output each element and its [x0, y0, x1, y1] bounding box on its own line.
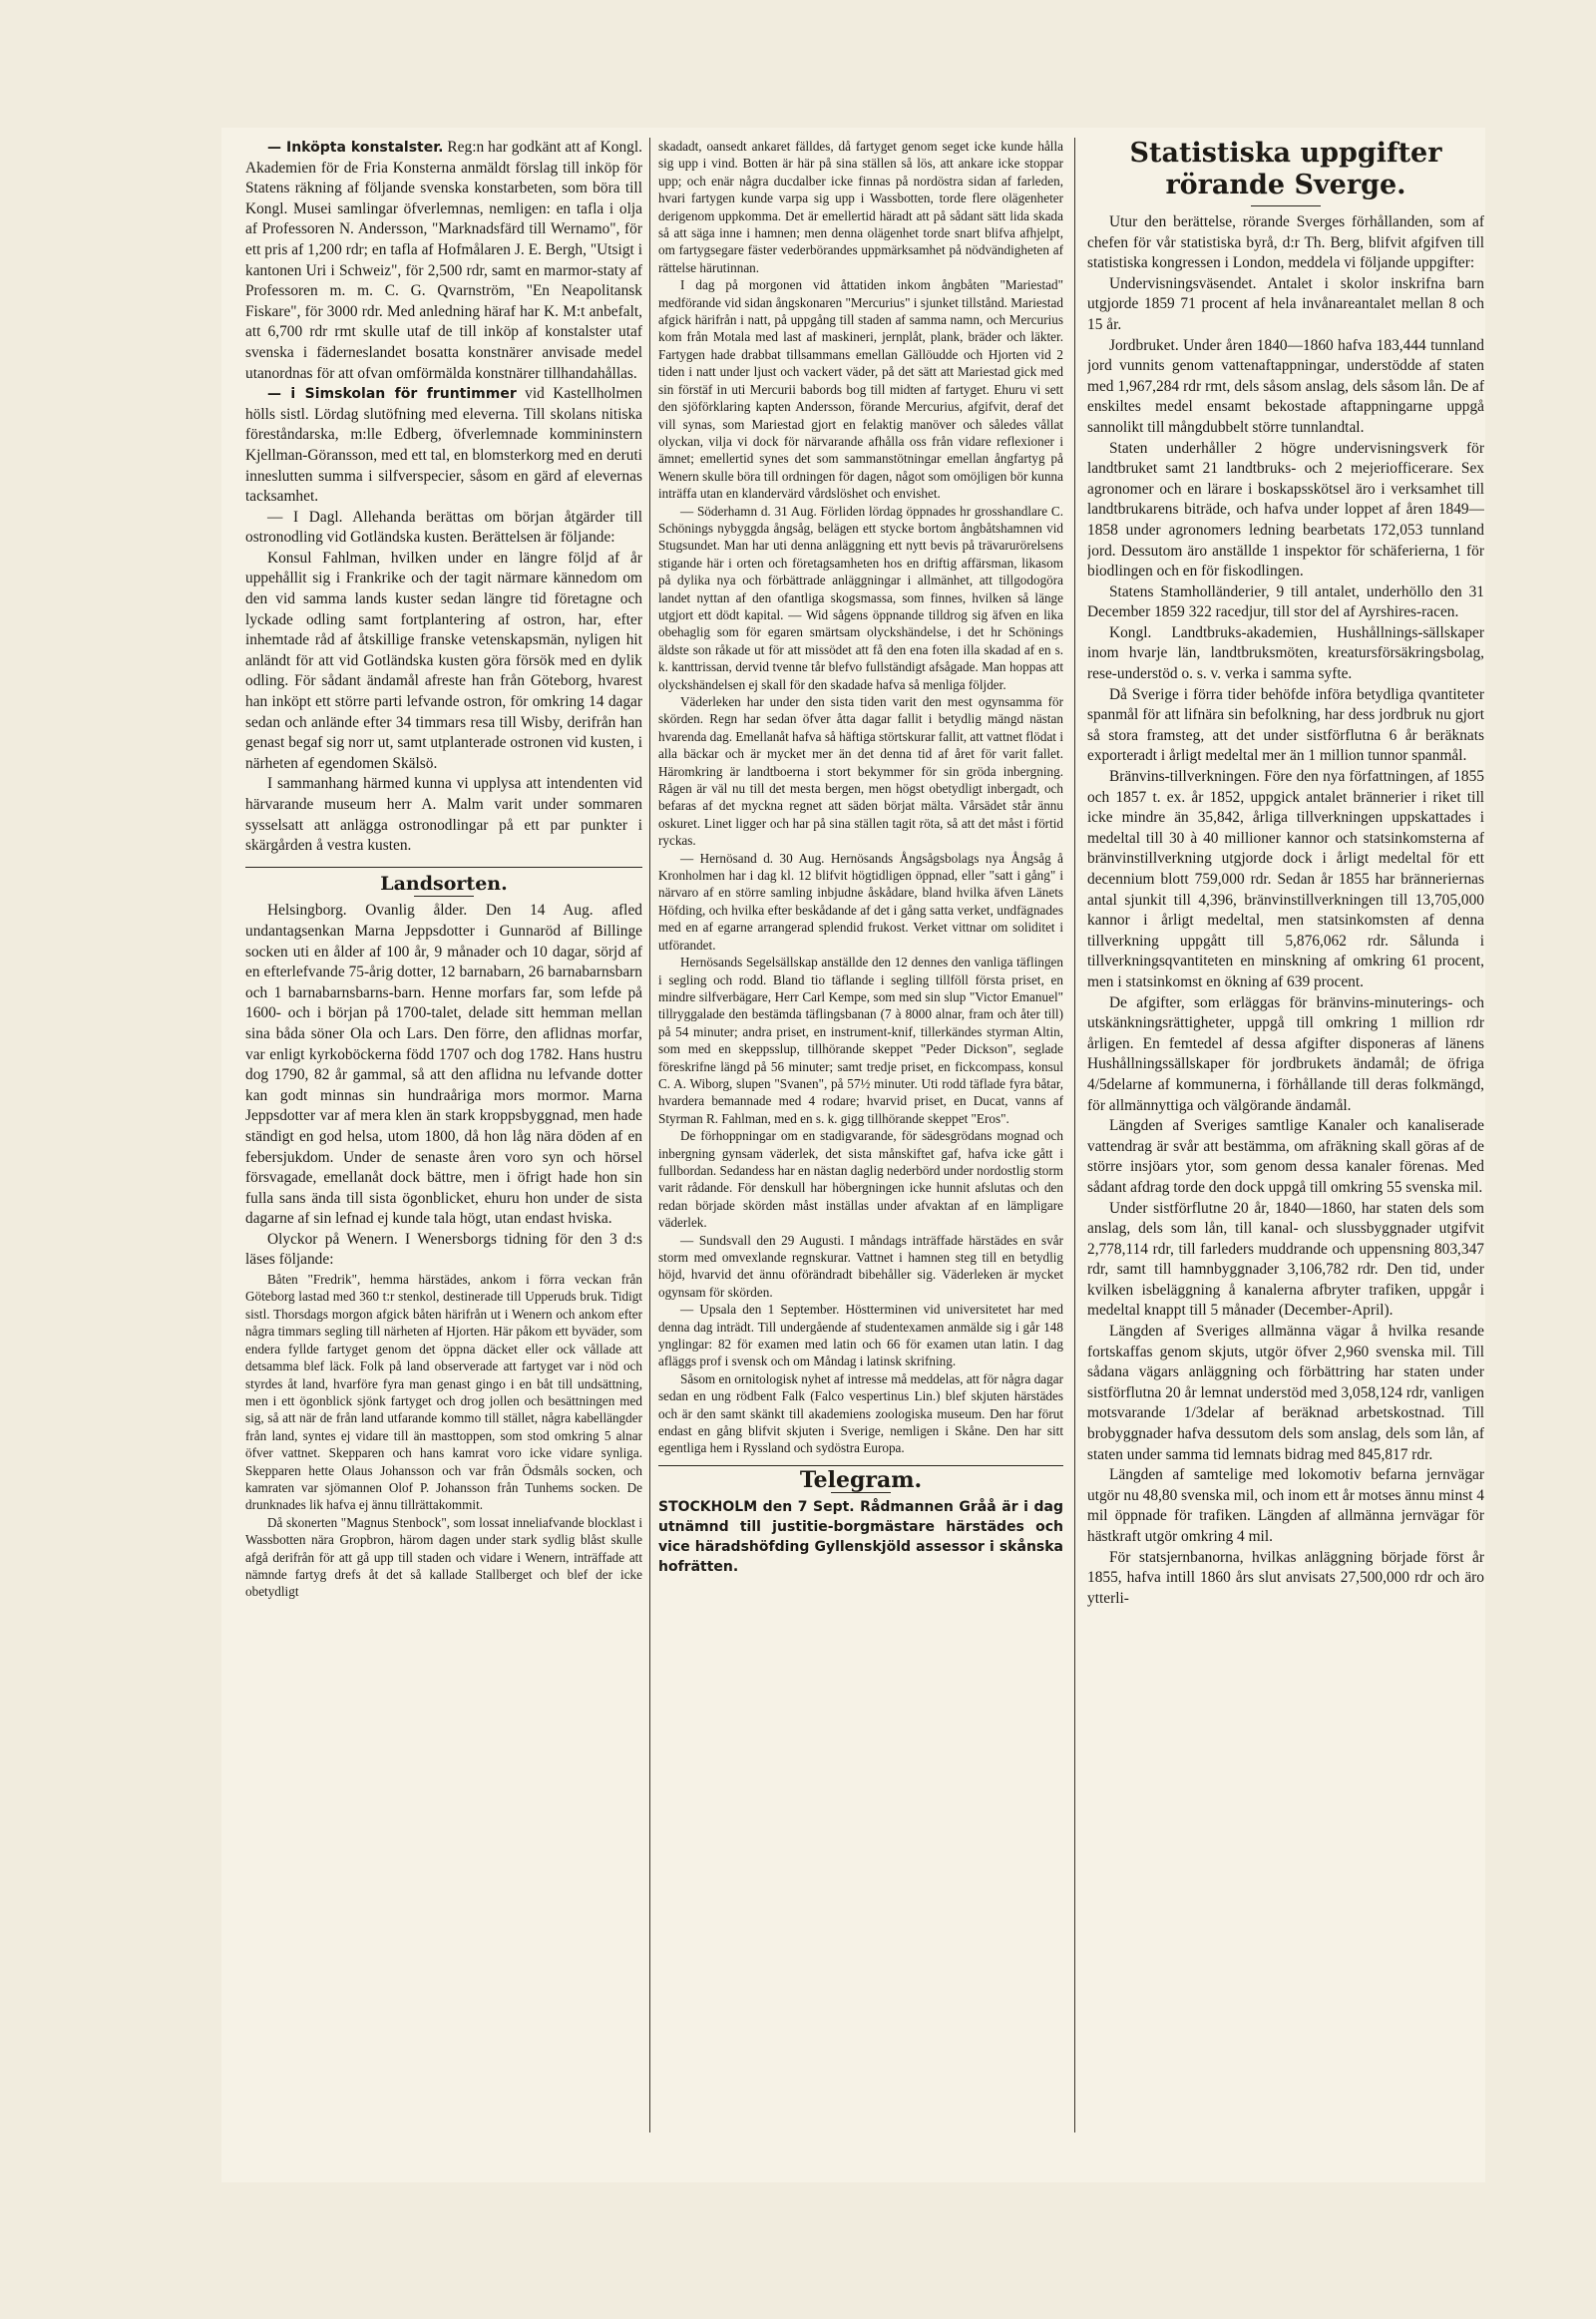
article-statistik-intro: Utur den berättelse, rörande Sverges förhållanden, som af chefen för vår statistiska byrå, d:r Th. Berg, blifvit afgifven till statistiska kongressen i London, meddela vi följande uppgifter: [1087, 213, 1484, 272]
article-landtbruksakademien: Kongl. Landtbruks-akademien, Hushållnings-sällskaper inom hvarje län, landtbruksmöten, kreatursförsäkringsbolag, rese-understöd o. s. v. verka i samma syfte. [1087, 623, 1484, 683]
article-baten-fredrik: Båten "Fredrik", hemma härstädes, ankom i förra veckan från Göteborg lastad med 360 t:r stenkol, destinerade till Upperuds bruk. Tidigt sistl. Thorsdags morgon afgick båten härifrån ut i Wenern och ankom efter några timmars segling till närheten af Hjorten. Här påkom ett byväder, som endera fyllde fartyget genom det öppna däcket eller ock vållade att detsamma blef läck. Folk på land observerade att fartyget var i nöd och styrdes åt land, hvarföre fyra man genast gingo i en båt till undsättning, men i ett ögonblick sjönk fartyget och drog jollen och besättningen med sig, så att när de från land utfarande kommo till stället, några kabellängder från land, syntes ej vidare till än masttoppen, som stod omkring 5 alnar öfver vattnet. Skepparen och hans kamrat voro icke vidare synliga. Skepparen hette Olaus Johansson och var från Ödsmåls socken, och kamraten var sjömannen Olof P. Johansson från Tunhems socken. De drunknades lik hafva ej ännu tillrättakommit. [245, 1272, 642, 1513]
column-3 [1087, 138, 1484, 2172]
article-soderhamn: — Söderhamn d. 31 Aug. Förliden lördag öppnades hr grosshandlare C. Schönings nybyggda ångsåg, belägen ett stycke bortom ångbåtshamnen vid Stugsundet. Man har uti denna anläggning ett nytt bevis på trävarurörelsens stigande här i orten och företagsamheten hos en driftig affärsman, likasom på dylika nya och förbättrade anläggningar i allmänhet, att tillgodogöra landet nyttan af den ofantliga skogsmassa, som finnes, hvilken så länge utgjort ett dödt kapital. — Wid sågens öppnande tilldrog sig äfven en lika obehaglig som för egaren smärtsam olyckshändelse, i det hr Schönings äldste son råkade ut för att missödet att få den ena foten illa skadad af en s. k. kanttrissan, dervid tvenne tår blefvo fullständigt afsågade. Man hoppas att olyckshändelsen ej skall för den skadade hafva så menliga följder. [658, 503, 1063, 692]
article-hernosand: — Hernösand d. 30 Aug. Hernösands Ångsågsbolags nya Ångsåg å Kronholmen har i dag kl. 12 blifvit högtidligen öppnad, eller "satt i gång" i närvaro af en större samling inbjudne åskådare, bland hvilka äfven Länets Höfding, och hvilka efter beskådande af det i gång satta verket, undfägnades med en af egarne arrangerad splendid frukost. Verket vittnar om soliditet i utförandet. [658, 850, 1063, 953]
section-heading-telegram: Telegram. [799, 1466, 923, 1493]
article-ostronodling-malm: I sammanhang härmed kunna vi upplysa att intendenten vid härvarande museum herr A. Malm varit under sommaren sysselsatt att anlägga ostronodlingar på ett par punkter i skärgården å vestra kusten. [245, 775, 642, 855]
article-jernvagar: Längden af samtelige med lokomotiv befarna jernvägar utgör nu 48,80 svenska mil, och inom ett år motses ännu minst 4 mil öppnade för trafiken. Längden af allmänna jernvägar för hästkraft utgör omkring 4 mil. [1087, 1466, 1484, 1545]
article-stamhollanderier: Statens Stamholländerier, 9 till antalet, underhöllo den 31 December 1859 322 racedjur, till stor del af Ayrshires-racen. [1087, 582, 1484, 621]
article-segelsallskap: Hernösands Segelsällskap anställde den 12 dennes den vanliga täflingen i segling och rodd. Bland tio täflande i segling tillföll första priset, en mindre silfverbägare, Herr Carl Kempe, som med sin slup "Victor Emanuel" tillryggalade den bestämda täflingsbanan (7 à 8000 alnar, fram och åter till) på 54 minuter; andra priset, en instrument-knif, tillerkändes styrman Altin, som med en skeppsslup, tillhörande skeppet "Peder Dickson", seglade föreskrifne längd på 56 minuter; samt tredje priset, en fickcompass, konsul C. A. Wiborg, slupen "Svanen", på 57½ minuter. Uti rodd täflade fyra båtar, hvardera bemannade med 4 rodare; hvarvid priset, en Ducat, vanns af Styrman R. Fahlman, med en s. k. gigg tillhörande skeppet "Eros". [658, 955, 1063, 1126]
section-heading-landsorten: Landsorten. [380, 872, 508, 895]
article-title-statistiska: Statistiska uppgifter rörande Sverge. [1129, 138, 1442, 200]
article-statsjernbanor: För statsjernbanorna, hvilkas anläggning började först år 1855, hafva intill 1860 års slut anvisats 27,500,000 rdr och äro ytterli- [1087, 1548, 1484, 1607]
article-ostronodling-intro: — I Dagl. Allehanda berättas om början åtgärder till ostronodling vid Gotländska kusten. Berättelsen är följande: [245, 508, 642, 547]
article-ornitologisk: Såsom en ornitologisk nyhet af intresse må meddelas, att för några dagar sedan en ung rödbent Falk (Falco vespertinus Lin.) blef skjuten härstädes och är den samt skänkt till akademiens zoologiska museum. Den har förut endast en gång blifvit skjuten i Sverige, nemligen i Skåne. Den har sitt egentliga hem i Ryssland och sydöstra Europa. [658, 1370, 1063, 1456]
article-inkopta-konstalster: — Inköpta konstalster. Reg:n har godkänt att af Kongl. Akademien för de Fria Konsterna anmäldt förslag till inköp för Statens räkning af följande svenska konstarbeten, som böra till Kongl. Musei samlingar öfverlemnas, nemligen: en tafla i olja af Professoren N. Andersson, "Marknadsfärd till Wernamo", för ett pris af 1,200 rdr; en tafla af Hofmålaren J. E. Bergh, "Utsigt i kantonen Uri i Schweiz", för 2,500 rdr, samt en marmor-staty af Professoren m. m. C. G. Qvarnström, "En Neapolitansk Fiskare", för 3000 rdr. Med anledning häraf har K. M:t anbefalt, att 6,700 rdr rmt skulle utaf de till inköp af konstalster utaf svenska i fäderneslandet bosatta konstnärer anvisade medel utanordnas för att ofvan omförmälda konstnärer tillhandahållas. [245, 139, 642, 382]
article-undervisningsverk: Staten underhåller 2 högre undervisningsverk för landtbruket samt 21 landtbruks- och 2 mejeriofficerare. Sex agronomer och en lärare i boskapsskötsel äro i verksamhet till landtbrukarens biträde, och hafva under loppet af åren 1849—1858 under agronomers ledning bearbetats 172,053 tunnland jord. Dessutom äro anställde 1 inspektor för schäferierna, 1 för biodlingen och en för fiskodlingen. [1087, 439, 1484, 580]
column-1 [245, 138, 642, 2172]
section-rule [831, 1492, 891, 1493]
column-2 [658, 138, 1063, 1983]
article-forhoppningar: De förhoppningar om en stadigvarande, för sädesgrödans mognad och inbergning gynsam väderlek, det sista månskiftet gaf, hafva icke gått i fullbordan. Sedandess har en nästan daglig nederbörd under nordostlig storm varit rådande. För denskull har höbergningen icke hunnit afslutas och den redan började skörden måst inställas under afvaktan af en lämpligare väderlek. [658, 1128, 1063, 1231]
article-ostronodling-body: Konsul Fahlman, hvilken under en längre följd af år uppehållit sig i Frankrike och der tagit närmare kännedom om den vid samma lands kuster sedan längre tid företagne och lyckade odling samt fortplantering af ostron, har, efter inhemtade råd af åtskillige franske vetenskapsmän, nyligen hit anländt för att vid Gotländska kusten göra försök med en dylik odling. För sådant ändamål afreste han från Göteborg, hvarest han inköpt ett större parti lefvande ostron, för omkring 14 dagar sedan och anlände efter 34 timmars resa till Wisby, derifrån han genast begaf sig norr ut, samt utplanterade ostronen vid kusten, i närheten af egendomen Skälsö. [245, 549, 642, 772]
column-rule-left [649, 138, 650, 2132]
article-mariestad-mercurius: I dag på morgonen vid åttatiden inkom ångbåten "Mariestad" medförande vid sidan ångskonaren "Mercurius" i sjunket tillstånd. Mariestad afgick härifrån i natt, på uppgång till staden af samma namn, och Mercurius kom från Motala med last af maskineri, jernplåt, plank, bräder och läkter. Fartygen hade drabbat tillsammans emellan Gällöudde och Hjorten vid 2 tiden i natt under ljust och vackert väder, på det sätt att Mariestad gick med sin förstäf in uti Mercurii babords bog till midten af fartyget. Ehuru vi sett den sjöförklaring kapten Andersson, förande Mercurius, afgifvit, deraf det vill synas, som Mariestad gjort en felaktig manöver och således vållat olyckan, vilja vi dock för närvarande afhålla oss från vidare reflexioner i ämnet; emellertid synes det som sammanstötningar emellan ångfartyg på Wenern skulle böra till ordningen för dagen, något som omöjligen bör kunna inträffa utan en klandervärd vårdslöshet och envishet. [658, 277, 1063, 502]
article-spanmal: Då Sverige i förra tider behöfde införa betydliga qvantiteter spanmål för att lifnära sin befolkning, har dess jordbruk nu gjort så stora framsteg, att det under sistförflutna 6 år beräknats exporteradt i årligt medeltal mer än 1 million tunnor spanmål. [1087, 685, 1484, 765]
article-branvins-tillverkningen: Bränvins-tillverkningen. Före den nya författningen, af 1855 och 1857 t. ex. år 1852, uppgick antalet brännerier i riket till icke mindre än 35,842, årliga tillverkningen uppskattades i medeltal till 30 à 40 millioner kannor och statsinkomsterna af bränvinstillverkning utgjorde dock i årligt medeltal för ett decennium blott 759,000 rdr. Sedan år 1855 har bränneriernas antal sjunkit till 4,396, bränvinstillverkningen till 13,705,000 kannor i årligt medeltal, men statsinkomsten af denna tillverkning uppgått till 5,876,062 rdr. Sålunda i tillverkningsqvantiteten en minskning af omkring 61 procent, men i statsinkomst en ökning af 639 procent. [1087, 768, 1484, 990]
section-rule [1251, 205, 1321, 206]
section-rule [245, 867, 642, 868]
article-kanal-utgifter: Under sistförflutne 20 år, 1840—1860, har staten dels som anslag, dels som lån, till kanal- och slussbyggnader utgifvit 2,778,114 rdr, till farleders muddrande och uppensning 803,347 rdr, samt till hamnbyggnader 3,106,782 rdr. Den tid, under kvilken isbeläggning å kanalerna afbryter trafiken, uppgår i medeltal knappt till 5 månader (December-April). [1087, 1199, 1484, 1320]
article-continued-stallberget: skadadt, oansedt ankaret fälldes, då fartyget genom seget icke kunde hålla sig upp i vind. Botten är här på sina ställen så lös, att ankare icke stoppar upp; och enär några ducdalber icke finnas på nordöstra sidan af farleden, hvari fartygen kunde varpa sig upp i Wassbotten, torde flere olägenheter derigenom uppkomma. Det är emellertid häradt att på sådant sätt lida skada så att säga inne i hamnen; men denna olägenhet torde snart blifva afhjelpt, om fartygsegare fäster vederbörandes uppmärksamhet på nödvändigheten af rättelse härutinnan. [658, 139, 1063, 275]
article-sundsvall: — Sundsvall den 29 Augusti. I måndags inträffade härstädes en svår storm med omvexlande regnskurar. Vattnet i hamnen steg till en betydlig höjd, hvarvid det ännu oförändradt bibehåller sig. Väderleken är mycket ogynsam för skörden. [658, 1232, 1063, 1300]
column-rule-right [1074, 138, 1075, 2132]
section-rule [414, 896, 474, 897]
article-simskolan: — i Simskolan för fruntimmer vid Kastellholmen hölls sistl. Lördag slutöfning med eleverna. Till skolans nitiska föreståndarska, m:lle Edberg, öfverlemnade kommininstern Kjellman-Göransson, med ett tal, en blomsterkorg med en deruti inneslutten summa i silfverspecier, såsom en gärd af elevernas tacksamhet. [245, 385, 642, 506]
article-magnus-stenbock: Då skonerten "Magnus Stenbock", som lossat inneliafvande blocklast i Wassbotten nära Gropbron, härom dagen under stark sydlig blåst skulle afgå derifrån för att gå upp till staden och vidare i Wenern, inträffade att nämnde fartyg drefs åt det så kallade Stallberget och blef der icke obetydligt [245, 1514, 642, 1600]
article-afgifter: De afgifter, som erläggas för bränvins-minuterings- och utskänkningsrättigheter, uppgå till omkring 1 million rdr årligen. En femtedel af dessa afgifter disponeras af länens Hushållningssällskaper för jordbrukets ändamål; de öfriga 4/5delarne af kommunerna, i förhållande till deras folkmängd, för allmännyttiga och välgörande ändamål. [1087, 993, 1484, 1114]
article-undervisning: Undervisningsväsendet. Antalet i skolor inskrifna barn utgjorde 1859 71 procent af hela invånareantalet mellan 8 och 15 år. [1087, 274, 1484, 333]
article-helsingborg: Helsingborg. Ovanlig ålder. Den 14 Aug. afled undantagsenkan Marna Jeppsdotter i Gunnaröd af Billinge socken uti en ålder af 100 år, 9 månader och 10 dagar, sörjd af en efterlefvande 75-årig dotter, 12 barnabarn, 26 barnabarnsbarn och 1 barnabarnsbarns-barn. Henne morfars far, som lefde på 1600- och i början på 1700-talet, delade sitt hemman mellan sina båda söner Ola och Lars. Den förre, den aflidnas morfar, var enligt kyrkoböckerna född 1707 och dog 1782. Hans hustru dog 1790, 82 år gammal, så att den aflidna nu lefvande dotter kan godt minnas sin hundraåriga mors mormor. Marna Jeppsdotter var af mera klen än stark kroppsbyggnad, men hade ständigt en god helsa, utom 1800, då hon låg nära döden af en febersjukdom. Under de senaste åren voro syn och hörsel försvagade, emellanåt dock bättre, men i öfrigt hade hon sin fulla sans ända till sista ögonblicket, ehuru hon under de sista dagarne af sin lefnad ej kunde tala högt, utan endast hviska. [245, 902, 642, 1228]
article-upsala: — Upsala den 1 September. Höstterminen vid universitetet har med denna dag inträdt. Till undergående af studentexamen anmälde sig i går 148 ynglingar: 82 för examen med latin och 66 för examen utan latin. I dag afläggs prof i svensk och om Måndag i latinsk skrifning. [658, 1302, 1063, 1369]
article-kanaler: Längden af Sveriges samtlige Kanaler och kanaliserade vattendrag är svår att bestämma, om afräkning skall göras af de större insjöars ytor, som genom dessa kanaler förenas. Med sådant afdrag torde den dock uppgå till omkring 55 svenska mil. [1087, 1117, 1484, 1196]
article-telegram-stockholm: STOCKHOLM den 7 Sept. Rådmannen Gråå är i dag utnämnd till justitie-borgmästare härstädes och vice häradshöfding Gyllenskjöld assessor i skånska hofrätten. [658, 1499, 1063, 1576]
section-rule [658, 1465, 1063, 1466]
article-vaderleken: Väderleken har under den sista tiden varit den mest ogynsamma för skörden. Regn har sedan öfver åtta dagar fallit i betydlig mängd nästan hvarenda dag. Emellanåt hafva så häftiga störtskurar fallit, att vattnet flödat i alla bäckar och är mycket mer än det denna tid af året för varit fallet. Häromkring är landtboerna i stort bekymmer för sin gröda inbergning. Rågen är väl nu till det mesta bergen, men högst obetydligt inbergadt, och befaras af det myckna regnet att säden börjat mälta. Vårsädet står ännu oskuret. Linet ligger och har på sina ställen tagit röta, så att det måst i förtid ryckas. [658, 694, 1063, 849]
article-vagar: Längden af Sveriges allmänna vägar å hvilka resande fortskaffas genom skjuts, utgör öfver 2,960 svenska mil. Till sådana vägars anläggning och förbättring har staten under sistförflutna 20 år lemnat understöd med 3,058,124 rdr, vanligen motsvarande 1/3delar af beräknad arbetskostnad. Till brobyggnader hafva dessutom dels som anslag, dels som lån, af staten under samma tid lemnats bidrag med 845,817 rdr. [1087, 1323, 1484, 1463]
article-olyckor-wenern: Olyckor på Wenern. I Wenersborgs tidning för den 3 d:s läses följande: [245, 1230, 642, 1269]
article-jordbruket: Jordbruket. Under åren 1840—1860 hafva 183,444 tunnland jord vunnits genom vattenaftappningar, understödde af staten med 1,967,284 rdr rmt, dels såsom anslag, dels såsom lån. De af enskiltes medel ensamt bekostade aftappningarne uppgå sannolikt till mångdubbelt större tunnlandtal. [1087, 336, 1484, 436]
